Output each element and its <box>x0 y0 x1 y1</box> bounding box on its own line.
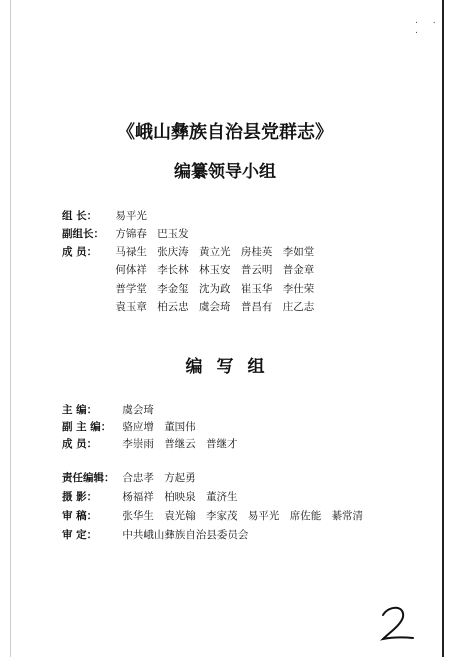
person-name: 綦常清 <box>331 510 364 522</box>
person-name: 沈为政 <box>199 283 231 295</box>
leader-row <box>62 209 154 223</box>
committee-title: 编纂领导小组 <box>174 162 276 182</box>
writing-group-title: 编写组 <box>185 357 279 377</box>
row-label: 副组长： <box>62 228 104 240</box>
person-name: 董国伟 <box>164 421 196 433</box>
person-name: 李如堂 <box>282 246 315 258</box>
writer-member-row <box>62 437 245 451</box>
person-name: 巴玉发 <box>157 228 189 240</box>
person-name: 房桂英 <box>240 246 273 258</box>
deputy-editor-row <box>62 420 203 434</box>
member-row <box>62 263 321 277</box>
person-name: 林玉安 <box>199 264 231 276</box>
person-name: 袁玉章 <box>115 301 147 313</box>
member-row <box>62 245 321 259</box>
person-name: 张庆涛 <box>157 246 189 258</box>
person-name: 李仕荣 <box>282 283 315 295</box>
row-label: 成 员： <box>62 438 98 450</box>
person-name: 柏映泉 <box>164 491 196 503</box>
photography-row <box>62 490 245 504</box>
row-label: 组 长： <box>62 210 98 222</box>
handwritten-page-number <box>375 603 420 643</box>
person-name: 普继才 <box>206 438 238 450</box>
chief-editor-row <box>62 403 161 417</box>
person-name: 杨福祥 <box>122 491 154 503</box>
person-name: 崔玉华 <box>240 283 273 295</box>
person-name: 庄乙志 <box>282 301 315 313</box>
person-name: 李崇雨 <box>122 438 154 450</box>
person-name: 黄立光 <box>199 246 231 258</box>
person-name: 普金章 <box>282 264 315 276</box>
person-name: 李家茂 <box>206 510 238 522</box>
member-row <box>62 282 321 296</box>
row-label: 审 稿： <box>62 510 98 522</box>
person-name: 方锦春 <box>115 228 147 240</box>
person-name: 马禄生 <box>115 246 147 258</box>
person-name: 虞会琦 <box>199 301 231 313</box>
person-name: 李金玺 <box>157 283 189 295</box>
person-name: 易平光 <box>115 210 147 222</box>
row-label: 成 员： <box>62 246 98 258</box>
person-name: 席佐能 <box>289 510 322 522</box>
person-name: 董济生 <box>206 491 238 503</box>
top-dots: . . . <box>415 16 442 36</box>
person-name: 李长林 <box>157 264 189 276</box>
person-name: 张华生 <box>122 510 154 522</box>
person-name: 何体祥 <box>115 264 147 276</box>
person-name: 普继云 <box>164 438 196 450</box>
person-name: 普昌有 <box>240 301 273 313</box>
row-label: 责任编辑： <box>62 472 115 484</box>
person-name: 易平光 <box>247 510 280 522</box>
book-title: 《峨山彝族自治县党群志》 <box>117 122 333 143</box>
organization-name: 中共峨山彝族自治县委员会 <box>122 529 249 541</box>
row-label: 副 主 编： <box>62 421 112 433</box>
person-name: 方起勇 <box>164 472 196 484</box>
page-edge-line <box>442 0 444 657</box>
approval-row <box>62 528 255 542</box>
person-name: 普云明 <box>240 264 273 276</box>
person-name: 骆应增 <box>122 421 154 433</box>
responsible-editor-row <box>62 471 203 485</box>
member-row <box>62 300 321 314</box>
person-name: 合忠孝 <box>122 472 154 484</box>
row-label: 审 定： <box>62 529 98 541</box>
person-name: 普学堂 <box>115 283 147 295</box>
page-edge-shadow <box>10 0 11 657</box>
row-label: 主 编： <box>62 404 98 416</box>
reviewer-row <box>62 509 370 523</box>
person-name: 袁光翰 <box>164 510 196 522</box>
person-name: 柏云忠 <box>157 301 189 313</box>
deputy-leader-row <box>62 227 196 241</box>
person-name: 虞会琦 <box>122 404 154 416</box>
row-label: 摄 影： <box>62 491 98 503</box>
